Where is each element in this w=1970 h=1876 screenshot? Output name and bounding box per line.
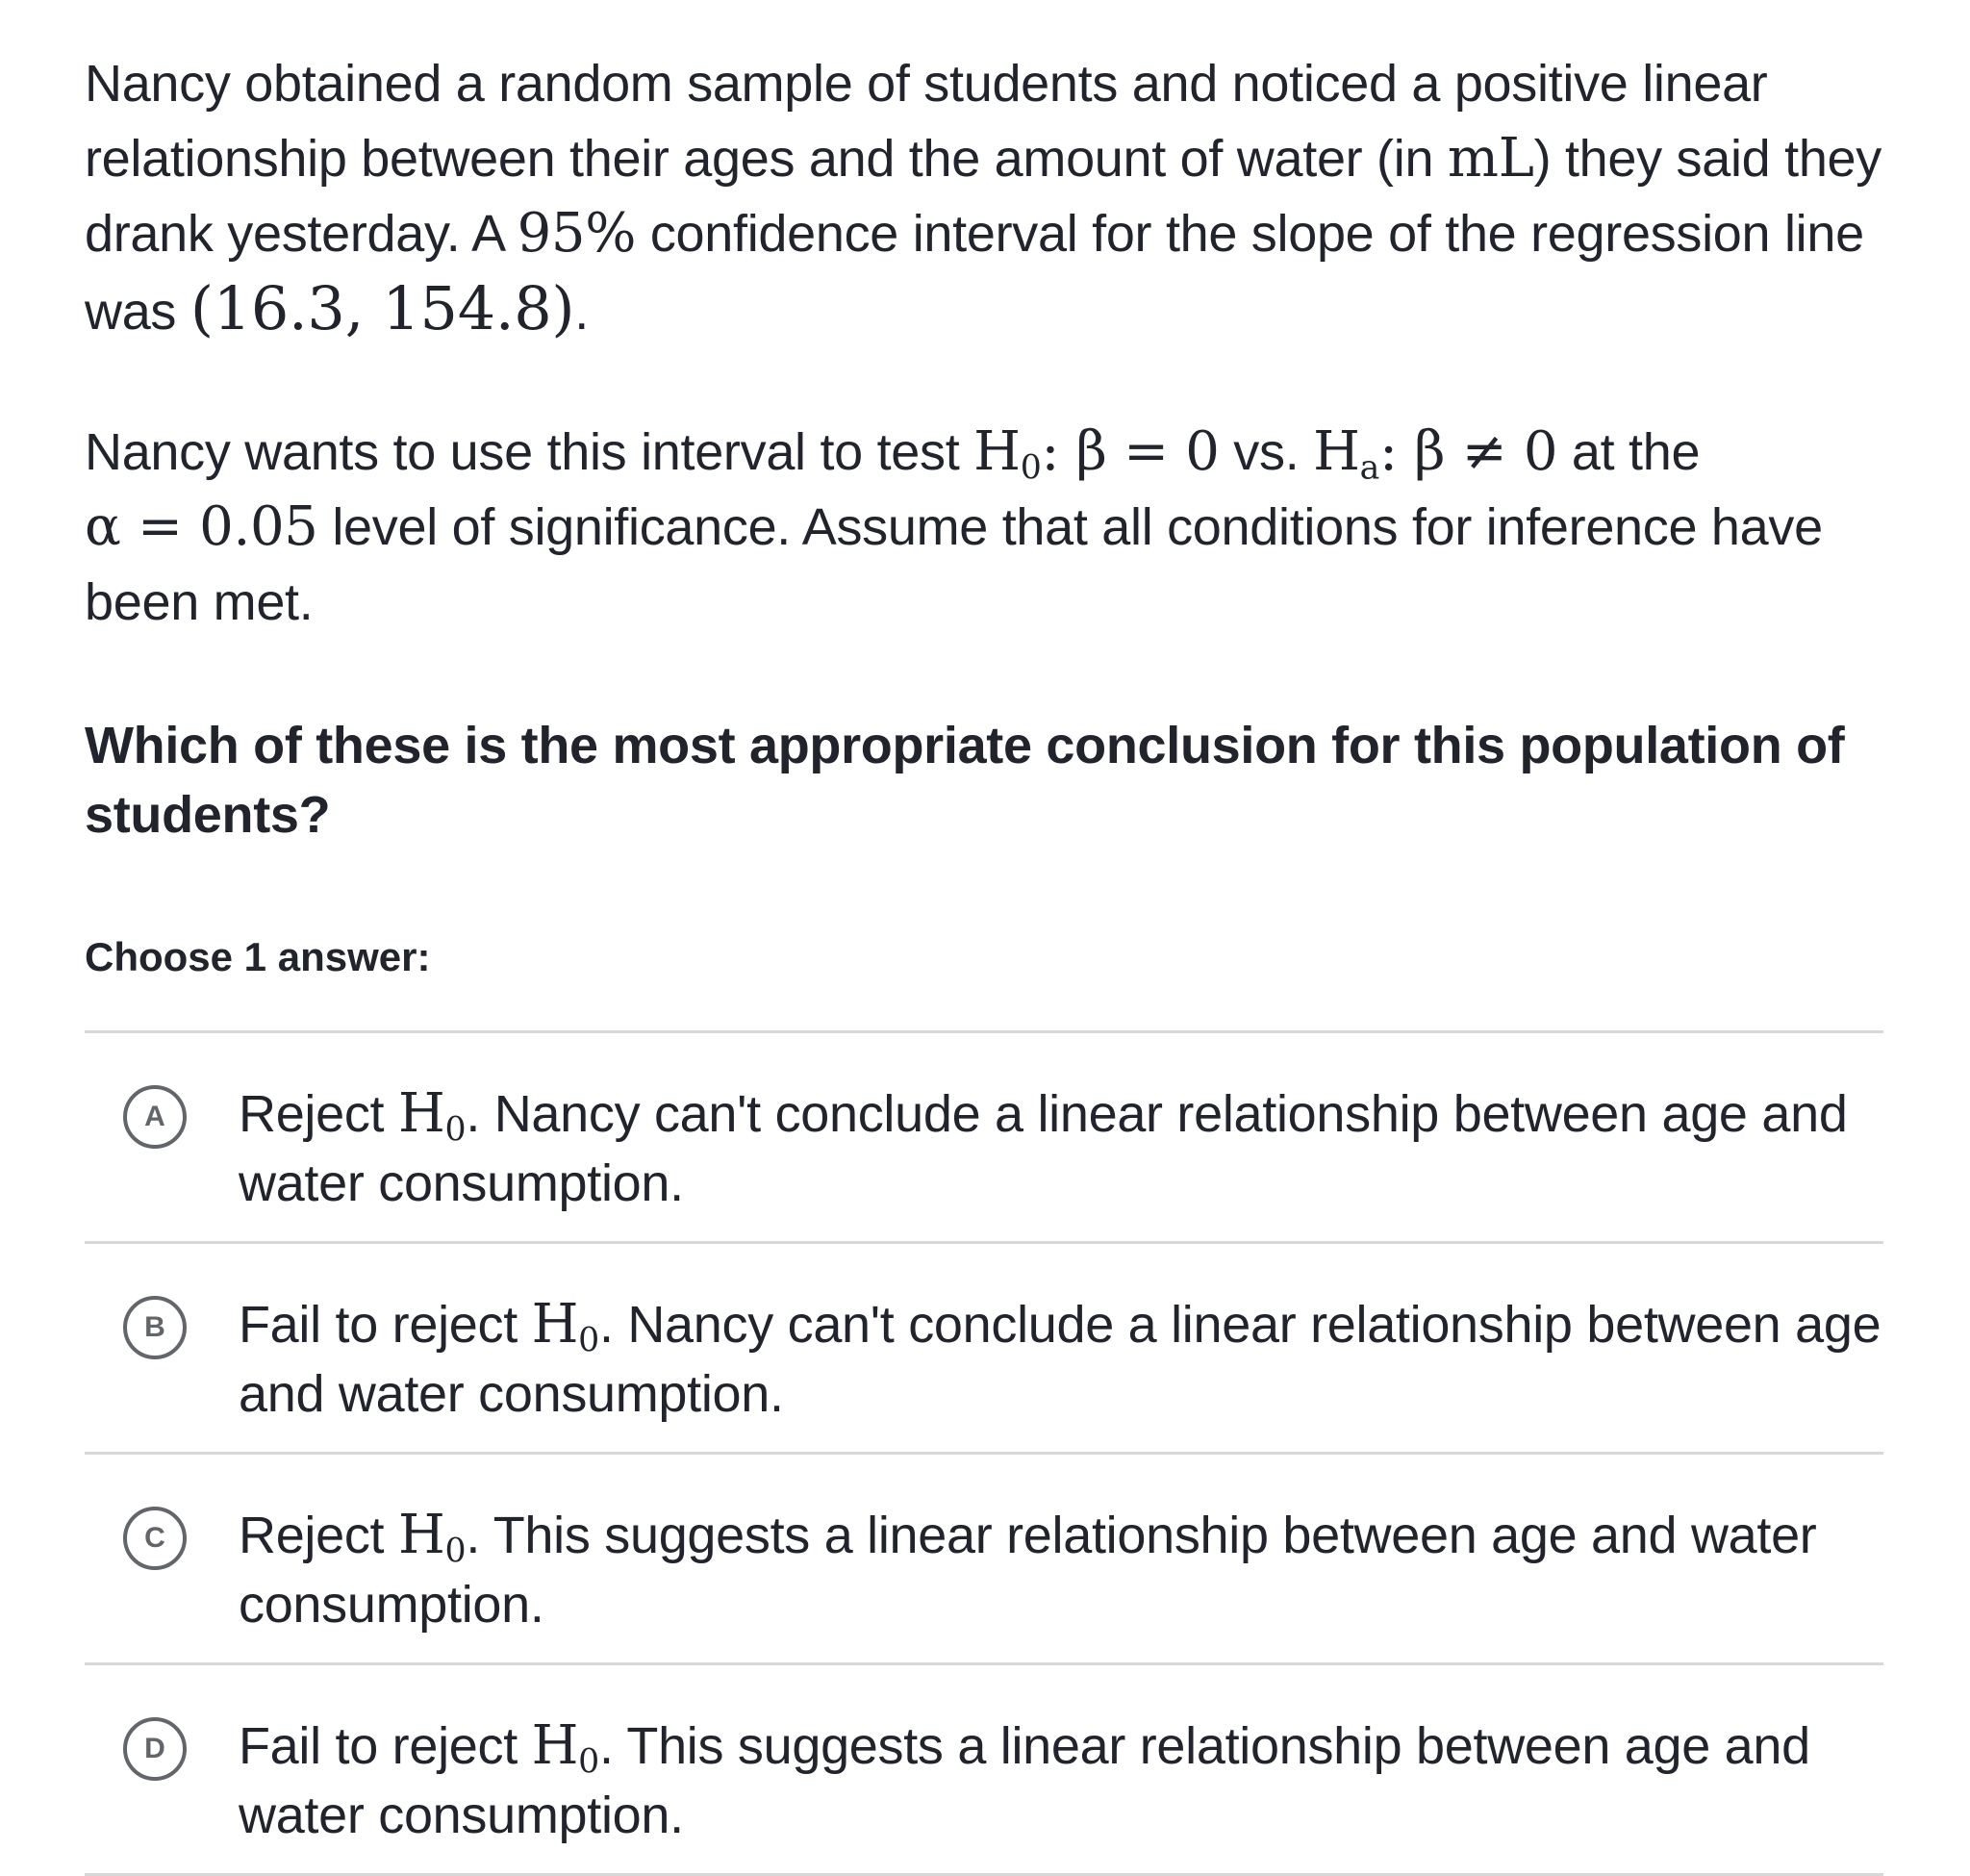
- math-alpha: α = 0.05: [85, 495, 318, 558]
- text: at the: [1557, 423, 1701, 481]
- text: ) they said they drank yesterday. A: [85, 130, 1882, 263]
- answer-choices: [85, 1030, 1883, 1876]
- choice-text: Reject $H_0$. Nancy can't conclude a linear relationship between age and water consumption.: [239, 1082, 1848, 1212]
- choice-b[interactable]: [85, 1244, 1883, 1455]
- text: Nancy obtained a random sample of students and noticed a positive linear relationship between their ages and the amount of water (in: [85, 55, 1768, 188]
- math-percent: 95%: [517, 202, 637, 265]
- radio-bubble-icon[interactable]: C: [123, 1507, 187, 1570]
- text: vs.: [1219, 423, 1314, 481]
- choice-text: Reject $H_0$. This suggests a linear relationship between age and water consumption.: [239, 1504, 1817, 1634]
- radio-bubble-icon[interactable]: A: [123, 1085, 187, 1149]
- text: Nancy wants to use this interval to test: [85, 423, 974, 481]
- question-prompt: Which of these is the most appropriate conclusion for this population of students?: [85, 717, 1845, 844]
- choice-d[interactable]: [85, 1665, 1883, 1876]
- text: .: [574, 283, 589, 341]
- text: confidence interval for the slope of the regression line was: [85, 205, 1864, 341]
- problem-paragraph-2: [85, 415, 1885, 640]
- radio-bubble-icon[interactable]: B: [123, 1296, 187, 1359]
- choose-label: Choose 1 answer:: [85, 934, 431, 979]
- math-alt-hypothesis: $H_a$: β ≠ 0: [1313, 420, 1558, 488]
- choice-c[interactable]: [85, 1455, 1883, 1665]
- choice-text: Fail to reject $H_0$. This suggests a linear relationship between age and water consumption.: [239, 1714, 1810, 1844]
- math-interval: (16.3, 154.8): [189, 273, 575, 343]
- problem-paragraph-1: [85, 46, 1885, 349]
- choice-text: Fail to reject $H_0$. Nancy can't conclude a linear relationship between age and water consumption.: [239, 1293, 1882, 1423]
- choice-a[interactable]: [85, 1033, 1883, 1244]
- math-unit: mL: [1447, 127, 1534, 190]
- radio-bubble-icon[interactable]: D: [123, 1717, 187, 1781]
- math-null-hypothesis: $H_0$: β = 0: [973, 420, 1220, 488]
- text: level of significance. Assume that all conditions for inference have been met.: [85, 498, 1823, 631]
